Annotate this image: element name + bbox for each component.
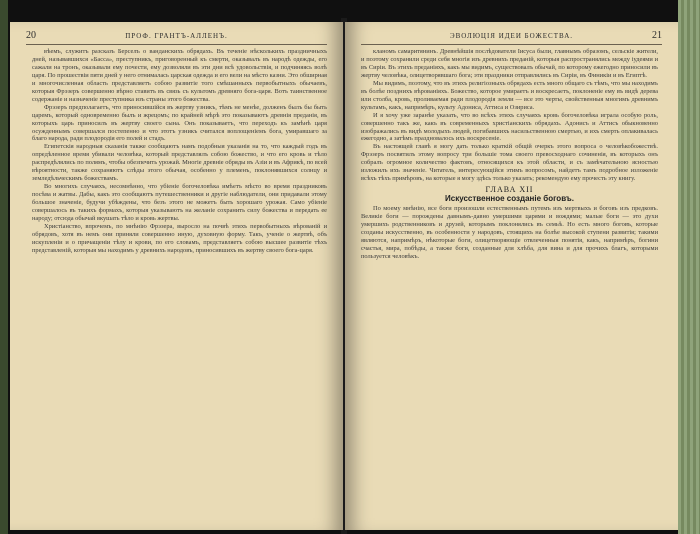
paragraph: Египетскія народныя сказанія также сообщаютъ намъ подобныя указанія на то, что каждый годъ въ опредѣленное время убивали человѣка, который представлялъ собою божество, и что его кровь и тѣло распредѣлялись по полямъ, чтобы обезпечить урожай. Многіе древніе обряды въ Азіи и въ Африкѣ, по всей вѣроятности, также сохраняютъ слѣды этого обычая, особенно у племенъ, поклонявшихся солнцу и земледѣльческимъ божествамъ.	[32, 143, 327, 183]
paragraph: вѣемъ, служитъ разсказъ Берселъ о ванданскихъ обрядахъ. Въ теченіе нѣсколькихъ праздничныхъ дней, называвшихся «Басса», преступникъ, приговоренный къ смерти, оказывалъ въ народѣ одежды, его сажали на тронъ, оказывали ему почести, ему дозволяли въ эти дни всѣ удовольствія, и подчиняясь волѣ царя. По прошествіи пяти дней у него отнималась царская одежда и его вели на мѣсто казни. Это обширная и многочисленная область представляетъ собою развитіе того смѣшанныхъ первобытныхъ обычаевъ, которыя Фрэзеръ совершенно вѣрно ставитъ въ связь съ культомъ древняго бога-царя. Вотъ таинственное содержаніе и назначеніе преступника изъ страны этого божества.	[32, 48, 327, 103]
paragraph: И я хочу уже заранѣе указать, что во всѣхъ этихъ случаяхъ кровь богочеловѣка играла особую роль, совершенно такъ же, какъ въ современныхъ христіанскихъ обрядахъ. Адонисъ и Аттисъ обыкновенно изображались въ видѣ молодыхъ людей, погибавшихъ насильственною смертью, и ихъ смерть оплакивалась ежегодно, а затѣмъ праздновалось ихъ воскресеніе.	[361, 111, 658, 143]
book-cover-left-edge	[0, 0, 8, 534]
chapter-number: ГЛАВА XII	[485, 185, 534, 195]
left-page-header	[26, 30, 327, 45]
paragraph: Фрэзеръ предполагаетъ, что приносившійся въ жертву узникъ, тѣмъ не менѣе, долженъ былъ бы быть царемъ, который одновременно былъ и жрецомъ; по крайней мѣрѣ это показываютъ древнія преданія, въ которыхъ царь приносилъ въ жертву своего сына. Онъ показываетъ, что переходъ къ замѣнѣ царя осужденнымъ совершался постепенно и что этотъ узникъ считался воплощеніемъ бога, умиравшаго за благо народа, ради плодородія его полей и стадъ.	[32, 103, 327, 143]
right-running-head: ЭВОЛЮЦІЯ ИДЕИ БОЖЕСТВА.	[449, 32, 574, 40]
paragraph: Во многихъ случаяхъ, несомнѣнно, что убіеніе богочеловѣка имѣетъ мѣсто во время праздниковъ посѣва и жатвы. Дабы, какъ это сообщаютъ путешественники и другіе наблюдатели, они придавали этому большое значеніе, будучи убѣждены, что безъ этого не можетъ быть хорошаго урожая. Само убіеніе совершалось въ такихъ формахъ, которыя указываютъ на желаніе сохранить силу божества и передать ее народу; отсюда обычай вкушать тѣло и кровь жертвы.	[32, 183, 327, 223]
paragraph: Христіанство, впрочемъ, по мнѣнію Фрэзера, выросло на почвѣ этихъ первобытныхъ вѣрованій и обрядовъ, хотя въ немъ они приняли совершенно иную, духовную форму. Такъ, ученіе о жертвѣ, объ искупленіи и о причащеніи тѣлу и крови, по его словамъ, представляетъ собою высшее развитіе тѣхъ представленій, которыя мы находимъ у древнихъ народовъ, приносившихъ въ жертву своего бога-царя.	[32, 222, 327, 254]
right-page-header	[361, 30, 662, 45]
left-page	[10, 22, 343, 530]
paragraph: Въ настоящей главѣ я могу дать только краткій общій очеркъ этого вопроса о человѣкобожествѣ. Фрэзеръ посвятилъ этому вопросу три большіе тома своего превосходнаго сочиненія, въ которыхъ онъ собралъ огромное количество фактовъ, относящихся къ этой области, и съ замѣчательною ясностью изложилъ ихъ значеніе. Читатель, интересующійся этимъ вопросомъ, найдетъ тамъ подробное изложеніе всѣхъ тѣхъ примѣровъ, на которые я могу здѣсь только указать; рекомендую ему прочесть эту книгу.	[361, 143, 658, 183]
paragraph: По моему мнѣнію, все боги произошли естественнымъ путемъ изъ мертвыхъ и боговъ изъ предковъ. Великіе боги — порождены давнымъ-давно умершими царями и вождями; малые боги — это духи умершихъ родственниковъ и друзей, которымъ поклонялись въ семьѣ. Но есть много боговъ, которые созданы искусственно, въ особенности у народовъ, стоящихъ на болѣе высокой ступени развитія; такими являются, напримѣръ, нѣкоторые боги, олицетворяющіе отвлеченныя понятія, какъ, напримѣръ, богини счастья, мира, побѣды, а также боги, созданные для хлѣба, для вина и для прочихъ благъ, которыми пользуется человѣкъ.	[361, 205, 658, 260]
paragraph: кланомъ самаритянинъ. Древнѣйшія послѣдователи Іисуса были, главнымъ образомъ, сельскіе жители, и поэтому сохранили среди себя многія изъ древнихъ преданій, которыя распространялись между іудеями и въ Сиріи. Въ этихъ преданіяхъ, какъ мы видимъ, существовалъ обычай, по которому ежегодно приносили въ жертву человѣка, олицетворявшаго бога; эти праздники отправлялись въ Сиріи, въ Финикіи и въ Египтѣ.	[361, 48, 658, 79]
chapter-heading	[361, 186, 658, 203]
paragraph: Мы видимъ, поэтому, что въ этихъ религіозныхъ обрядахъ есть много общаго съ тѣмъ, что мы находимъ въ болѣе позднихъ вѣрованіяхъ. Божество, которое умираетъ и воскресаетъ, поклоненіе ему въ видѣ дерева или столба, кровь, проливаемая ради плодородія земли — все это черты, свойственныя многимъ древнимъ культамъ, какъ, напримѣръ, культу Адониса, Аттиса и Озириса.	[361, 79, 658, 111]
left-page-number: 20	[26, 30, 36, 41]
left-page-body	[32, 48, 327, 524]
chapter-title: Искусственное созданіе боговъ.	[445, 194, 574, 204]
book-cover-right-edge	[678, 0, 700, 534]
right-page	[345, 22, 678, 530]
right-page-number: 21	[652, 30, 662, 41]
right-page-body	[361, 48, 658, 524]
left-running-head: ПРОФ. ГРАНТЪ-АЛЛЕНЪ.	[125, 32, 228, 40]
